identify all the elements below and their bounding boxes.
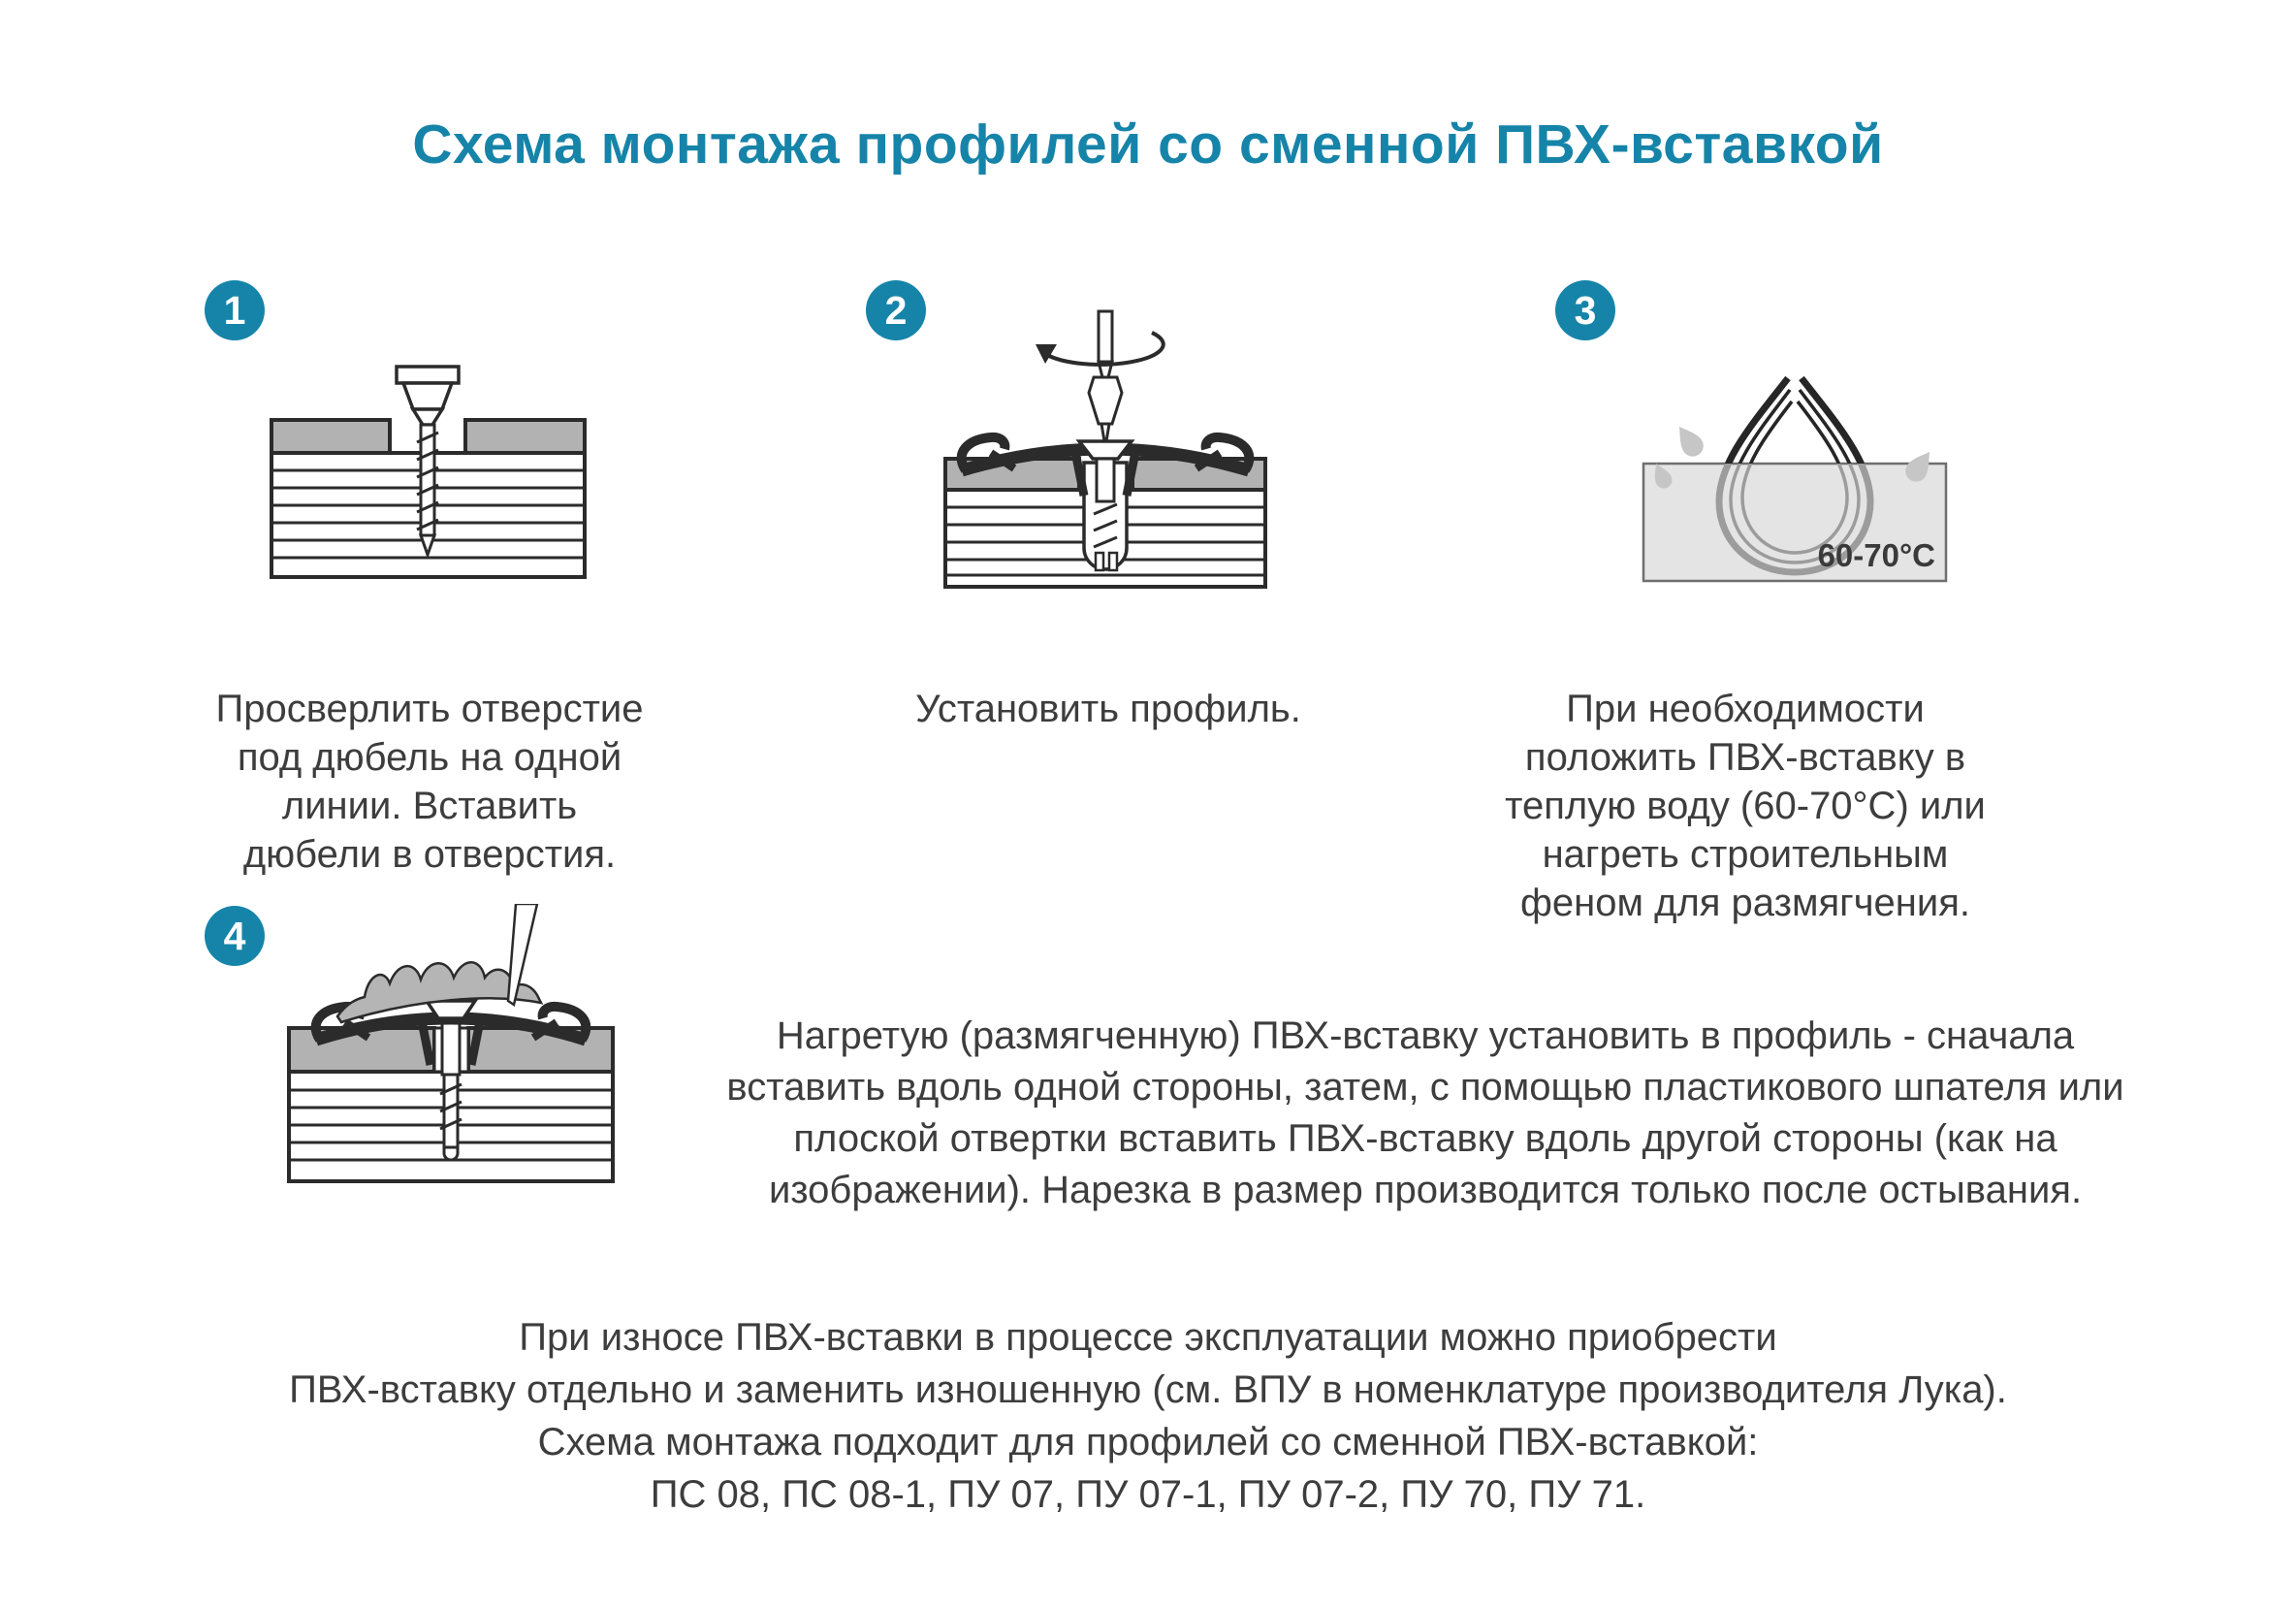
step-1-number: 1	[223, 287, 246, 333]
step-2-badge	[866, 280, 926, 340]
floor-top-layer-right	[465, 420, 585, 453]
step-3-caption: При необходимости положить ПВХ-вставку в теплую воду (60-70°C) или нагреть строительным феном для размягчения.	[1505, 688, 1986, 924]
footer-note	[0, 1311, 2296, 1521]
step-2-caption: Установить профиль.	[915, 688, 1301, 730]
step-1-illustration	[257, 361, 596, 589]
step-4-number: 4	[223, 913, 246, 958]
step-2-number: 2	[884, 287, 908, 333]
step-1-caption: Просверлить отверстие под дюбель на одной линии. Вставить дюбели в отверстия.	[215, 688, 644, 876]
footer-line-4: ПС 08, ПС 08-1, ПУ 07, ПУ 07-1, ПУ 07-2, ПУ 70, ПУ 71.	[650, 1473, 1646, 1516]
screw-icon	[440, 1016, 462, 1160]
footer-line-1: При износе ПВХ-вставки в процессе эксплуатации можно приобрести	[519, 1316, 1777, 1359]
page-title: Схема монтажа профилей со сменной ПВХ-вставкой	[412, 113, 1884, 176]
floor-top-layer-left	[271, 420, 390, 453]
step-3-badge	[1555, 280, 1615, 340]
water-temperature-label: 60-70°C	[1817, 537, 1935, 573]
footer-line-3: Схема монтажа подходит для профилей со сменной ПВХ-вставкой:	[537, 1421, 1759, 1463]
step-4-illustration	[270, 904, 638, 1195]
footer-line-2: ПВХ-вставку отдельно и заменить изношенную (см. ВПУ в номенклатуре производителя Лука).	[289, 1368, 2007, 1411]
step-3-illustration	[1619, 351, 1978, 589]
step-3-number: 3	[1574, 287, 1597, 333]
step-4-badge	[205, 906, 265, 966]
screwdriver-icon	[1089, 311, 1122, 441]
step-2-illustration	[921, 306, 1290, 592]
step-4-caption: Нагретую (размягченную) ПВХ-вставку установить в профиль - сначала вставить вдоль одной стороны, затем, с помощью пластикового шпателя или плоской отвертки вставить ПВХ-вставку вдоль другой стороны (как на изображении). Нарезка в размер производится только после остывания.	[726, 1014, 2124, 1211]
step-1-badge	[205, 280, 265, 340]
